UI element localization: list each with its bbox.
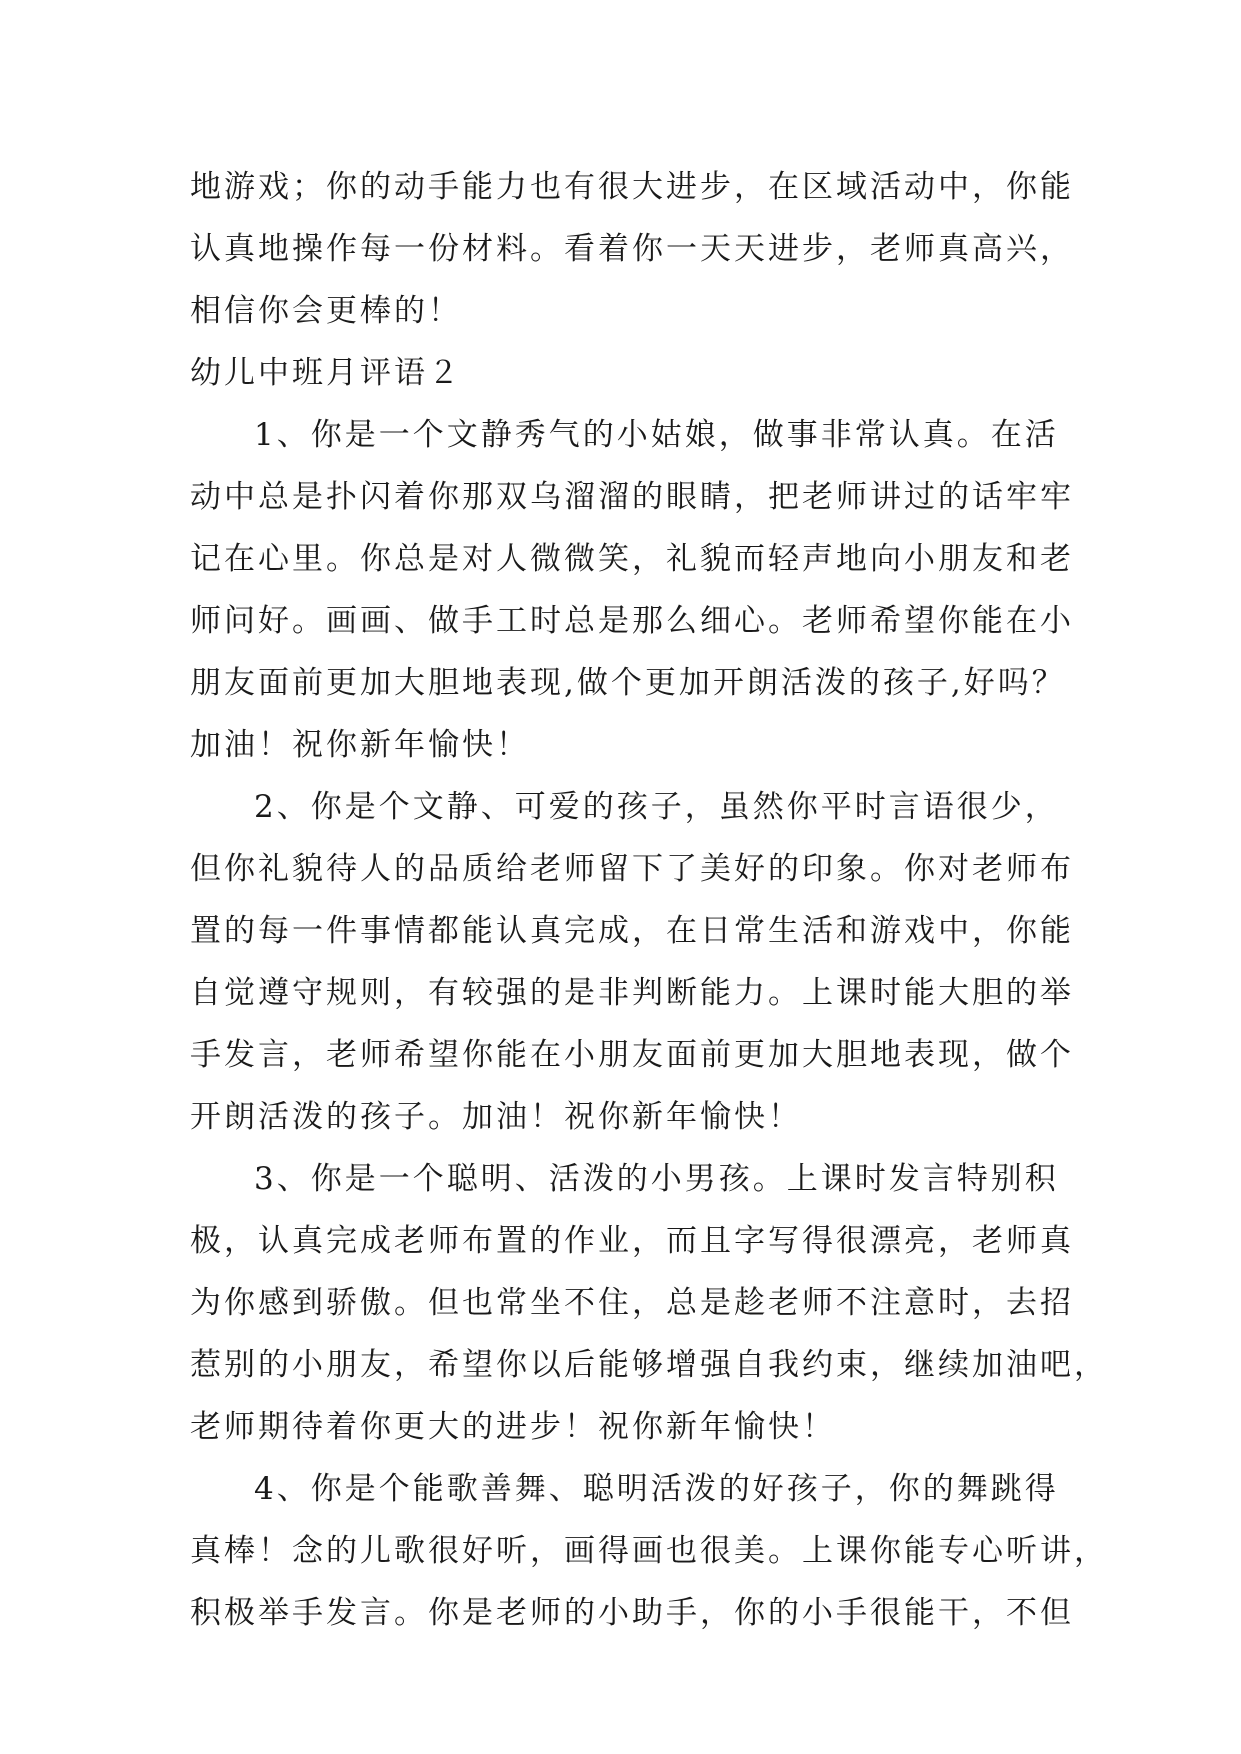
text-line: 开朗活泼的孩子。加油！祝你新年愉快！	[190, 1099, 802, 1135]
text-line: 地游戏；你的动手能力也有很大进步，在区域活动中，你能	[190, 169, 1074, 205]
text-line: 2、你是个文静、可爱的孩子，虽然你平时言语很少，	[254, 789, 1059, 825]
text-line: 积极举手发言。你是老师的小助手，你的小手很能干，不但	[190, 1595, 1074, 1631]
comment-item-1	[190, 404, 1074, 776]
comment-item-2	[190, 776, 1074, 1148]
text-line: 动中总是扑闪着你那双乌溜溜的眼睛，把老师讲过的话牢牢	[190, 479, 1074, 515]
text-line: 真棒！念的儿歌很好听，画得画也很美。上课你能专心听讲，	[190, 1533, 1108, 1569]
text-line: 师问好。画画、做手工时总是那么细心。老师希望你能在小	[190, 603, 1074, 639]
text-line: 手发言，老师希望你能在小朋友面前更加大胆地表现，做个	[190, 1037, 1074, 1073]
comment-item-3	[190, 1148, 1108, 1458]
text-line: 认真地操作每一份材料。看着你一天天进步，老师真高兴，	[190, 231, 1074, 267]
text-line: 记在心里。你总是对人微微笑，礼貌而轻声地向小朋友和老	[190, 541, 1074, 577]
section-title: 幼儿中班月评语２	[190, 355, 462, 391]
text-line: 4、你是个能歌善舞、聪明活泼的好孩子，你的舞跳得	[254, 1471, 1059, 1507]
text-line: 老师期待着你更大的进步！祝你新年愉快！	[190, 1409, 836, 1445]
text-line: 自觉遵守规则，有较强的是非判断能力。上课时能大胆的举	[190, 975, 1074, 1011]
text-line: 3、你是一个聪明、活泼的小男孩。上课时发言特别积	[254, 1161, 1059, 1197]
text-line: 1、你是一个文静秀气的小姑娘，做事非常认真。在活	[254, 417, 1059, 453]
text-line: 加油！祝你新年愉快！	[190, 727, 530, 763]
text-line: 相信你会更棒的！	[190, 293, 462, 329]
text-line: 惹别的小朋友，希望你以后能够增强自我约束，继续加油吧，	[190, 1347, 1108, 1383]
text-line: 但你礼貌待人的品质给老师留下了美好的印象。你对老师布	[190, 851, 1074, 887]
document-body	[190, 156, 1108, 1644]
text-line: 朋友面前更加大胆地表现,做个更加开朗活泼的孩子,好吗？	[190, 665, 1066, 701]
text-line: 为你感到骄傲。但也常坐不住，总是趁老师不注意时，去招	[190, 1285, 1074, 1321]
comment-item-4	[190, 1458, 1108, 1644]
text-line: 极，认真完成老师布置的作业，而且字写得很漂亮，老师真	[190, 1223, 1074, 1259]
text-line: 置的每一件事情都能认真完成，在日常生活和游戏中，你能	[190, 913, 1074, 949]
